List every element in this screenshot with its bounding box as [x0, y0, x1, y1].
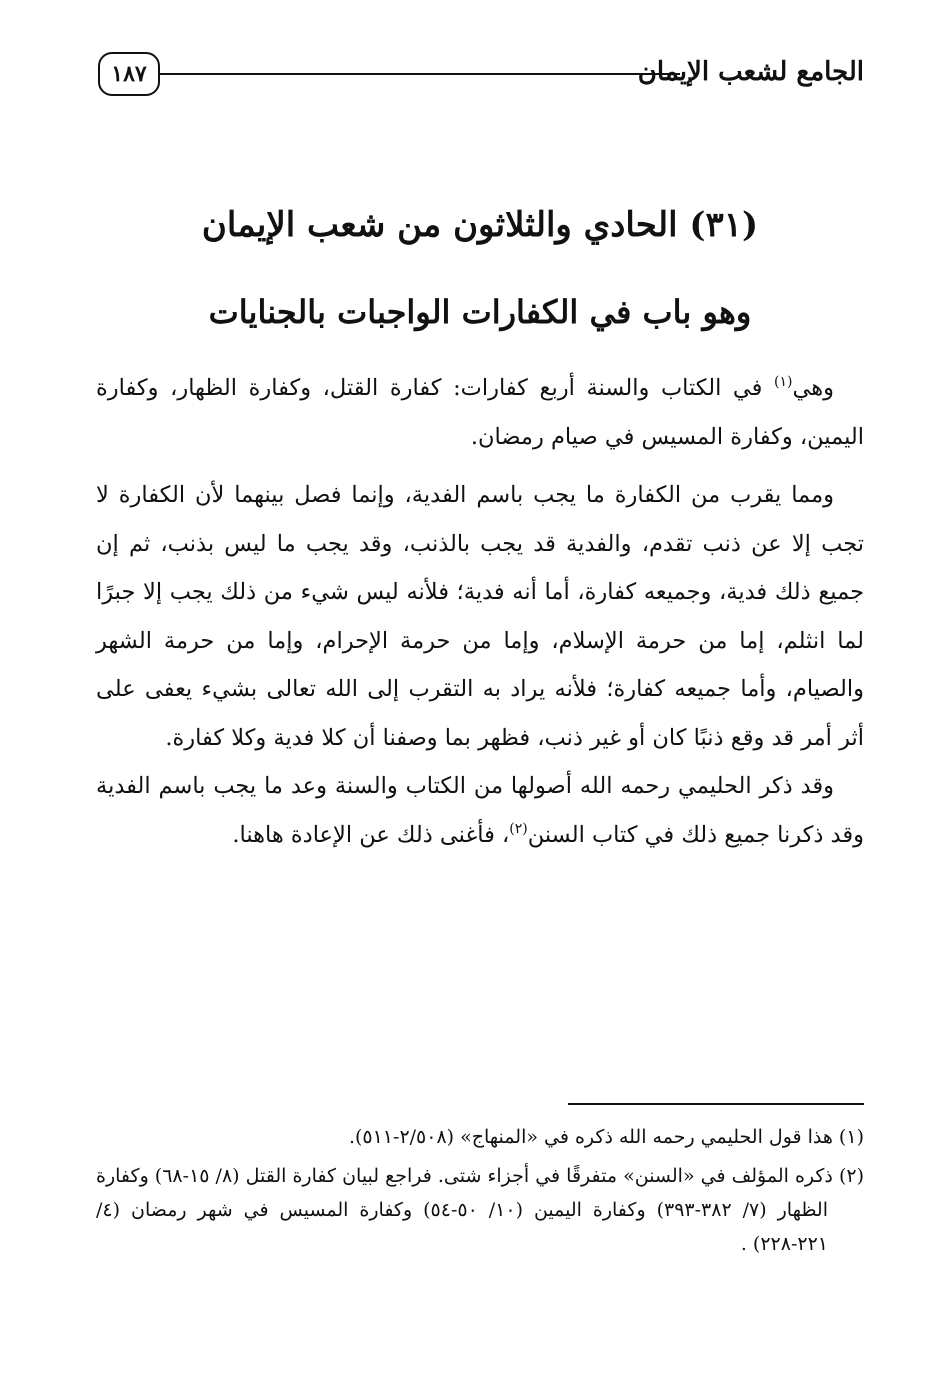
paragraph-3-rest: ، فأغنى ذلك عن الإعادة هاهنا. [232, 821, 510, 848]
paragraph-2-text: ومما يقرب من الكفارة ما يجب باسم الفدية، وإنما فصل بينهما لأن الكفارة لا تجب إلا عن ذنب تقدم، والفدية قد يجب بالذنب، وقد يجب ما ليس بذنب، ثم إن جميع ذلك فدية، وجميعه كفارة، أما أنه فدية؛ فلأنه ليس شيء من ذلك يجب إلا جبرًا لما انثلم، إما من حرمة الإسلام، وإما من حرمة الإحرام، وإما من حرمة الشهر والصيام، وأما جميعه كفارة؛ فلأنه يراد به التقرب إلى الله تعالى بشيء يعفى على أثر أمر قد وقع ذنبًا كان أو غير ذنب، فظهر بما وصفنا أن كلا فدية وكلا كفارة. [96, 482, 864, 751]
chapter-heading: (٣١) الحادي والثلاثون من شعب الإيمان [201, 205, 759, 245]
paragraph-1 [96, 364, 864, 461]
footnote-2: (٢) ذكره المؤلف في «السنن» متفرقًا في أجزاء شتى. فراجع لبيان كفارة القتل (٨/ ١٥-٦٨) وكفارة الظهار (٧/ ٣٨٢-٣٩٣) وكفارة اليمين (١٠/ ٥٠-٥٤) وكفارة المسيس في شهر رمضان (٤/ ٢٢١-٢٢٨) . [96, 1165, 864, 1255]
footnote-1: (١) هذا قول الحليمي رحمه الله ذكره في «المنهاج» (٢/٥٠٨-٥١١). [348, 1126, 864, 1148]
running-title: الجامع لشعب الإيمان [637, 57, 864, 87]
paragraph-2 [96, 471, 864, 762]
paragraph-3 [96, 762, 864, 859]
page-number: ١٨٧ [98, 52, 160, 96]
chapter-subtitle: وهو باب في الكفارات الواجبات بالجنايات [208, 293, 752, 331]
footnote-separator [568, 1103, 864, 1105]
paragraph-1-start: وهي [792, 375, 834, 401]
footnotes [96, 1120, 864, 1266]
paragraph-1-rest: في الكتاب والسنة أربع كفارات: كفارة القتل، وكفارة الظهار، وكفارة اليمين، وكفارة المسيس في صيام رمضان. [96, 375, 864, 450]
header-rule [160, 73, 680, 75]
paragraph-3-start: وقد ذكر الحليمي رحمه الله أصولها من الكتاب والسنة وعد ما يجب باسم الفدية وقد ذكرنا جميع ذلك في كتاب السنن [96, 773, 864, 848]
footnote-ref-1: (١) [774, 374, 793, 390]
footnote-ref-2: (٢) [509, 820, 528, 837]
